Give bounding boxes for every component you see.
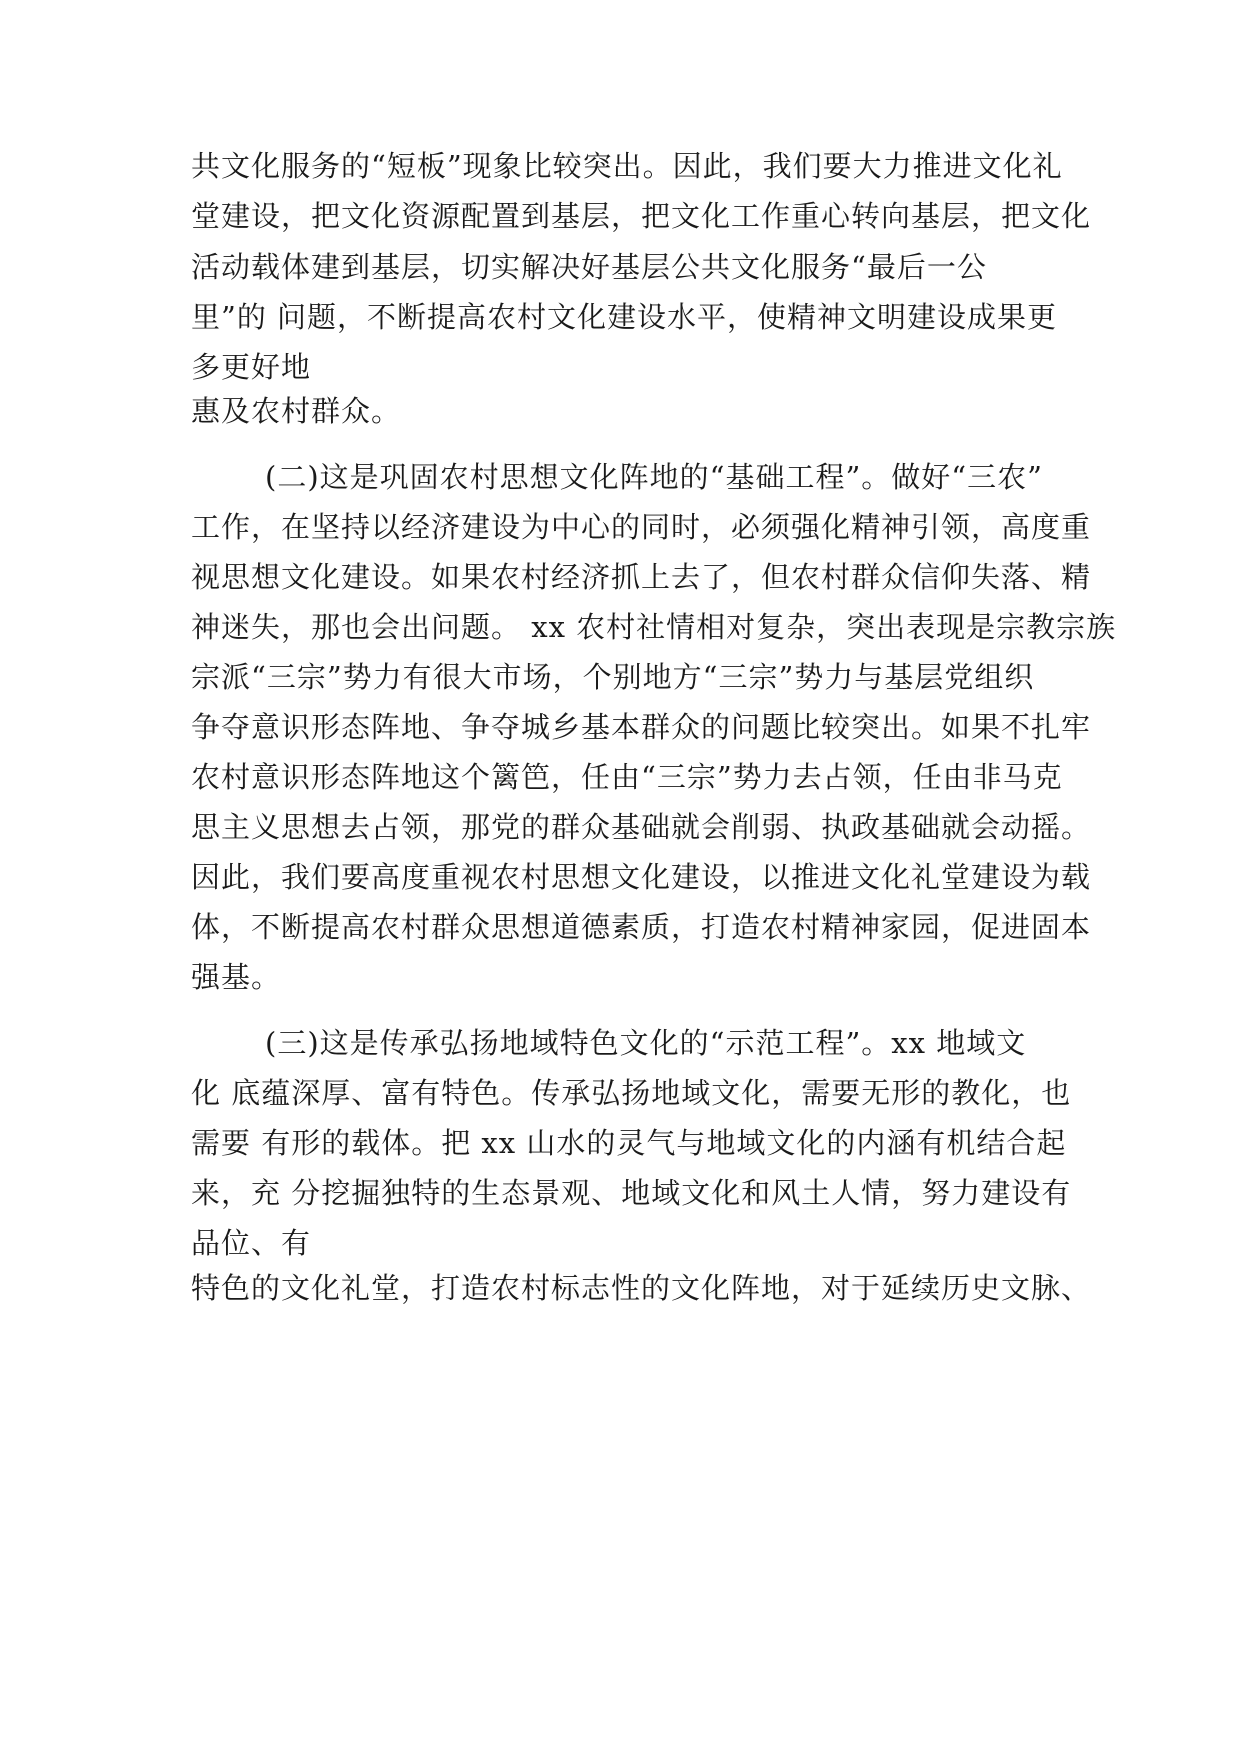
text-line: 特色的文化礼堂，打造农村标志性的文化阵地，对于延续历史文脉、 xyxy=(191,1271,1092,1305)
text-line: 需要 有形的载体。把 xx 山水的灵气与地域文化的内涵有机结合起 xyxy=(191,1126,1067,1160)
text-line: 活动载体建到基层，切实解决好基层公共文化服务“最后一公 xyxy=(191,250,987,284)
paragraph-heading: (三)这是传承弘扬地域特色文化的“示范工程”。xx 地域文 xyxy=(265,1026,1027,1060)
text-line: 体，不断提高农村群众思想道德素质，打造农村精神家园，促进固本 xyxy=(191,910,1092,944)
text-line: 争夺意识形态阵地、争夺城乡基本群众的问题比较突出。如果不扎牢 xyxy=(191,710,1092,744)
text-line: 惠及农村群众。 xyxy=(191,394,402,428)
text-line: 神迷失，那也会出问题。 xx 农村社情相对复杂，突出表现是宗教宗族 xyxy=(191,610,1117,644)
text-line: 共文化服务的“短板”现象比较突出。因此，我们要大力推进文化礼 xyxy=(191,149,1063,183)
text-line: 多更好地 xyxy=(191,350,312,384)
text-line: 工作，在坚持以经济建设为中心的同时，必须强化精神引领，高度重 xyxy=(191,510,1092,544)
text-line: 来，充 分挖掘独特的生态景观、地域文化和风土人情，努力建设有 xyxy=(191,1176,1072,1210)
paragraph-heading: (二)这是巩固农村思想文化阵地的“基础工程”。做好“三农” xyxy=(265,460,1043,494)
text-line: 化 底蕴深厚、富有特色。传承弘扬地域文化，需要无形的教化，也 xyxy=(191,1076,1072,1110)
text-line: 思主义思想去占领，那党的群众基础就会削弱、执政基础就会动摇。 xyxy=(191,810,1092,844)
text-line: 视思想文化建设。如果农村经济抓上去了，但农村群众信仰失落、精 xyxy=(191,560,1092,594)
text-line: 强基。 xyxy=(191,960,282,994)
text-line: 宗派“三宗”势力有很大市场，个别地方“三宗”势力与基层党组织 xyxy=(191,660,1035,694)
text-line: 因此，我们要高度重视农村思想文化建设，以推进文化礼堂建设为载 xyxy=(191,860,1092,894)
text-line: 品位、有 xyxy=(191,1226,312,1260)
text-line: 堂建设，把文化资源配置到基层，把文化工作重心转向基层，把文化 xyxy=(191,199,1092,233)
text-line: 里”的 问题，不断提高农村文化建设水平，使精神文明建设成果更 xyxy=(191,300,1058,334)
text-line: 农村意识形态阵地这个篱笆，任由“三宗”势力去占领，任由非马克 xyxy=(191,760,1063,794)
